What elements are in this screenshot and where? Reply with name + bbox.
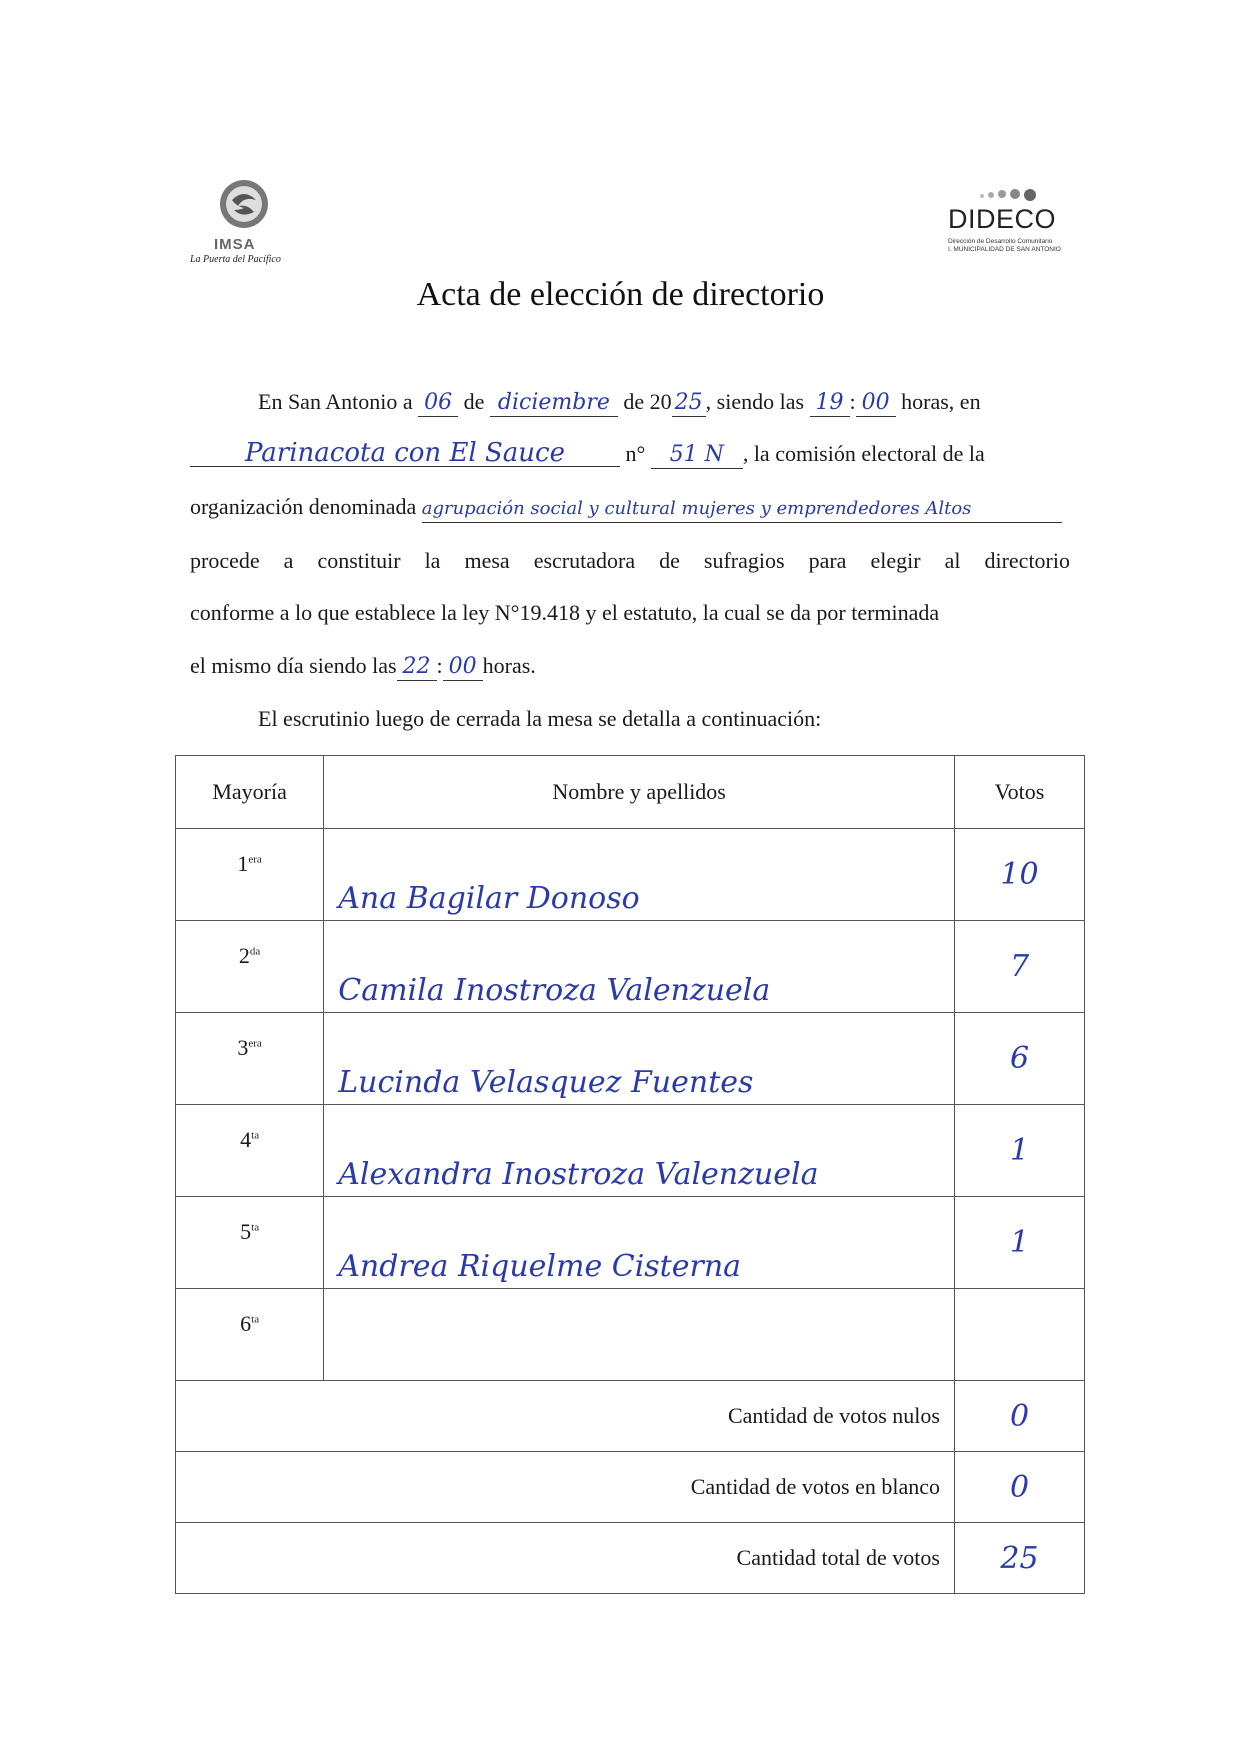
paragraph-line-4: procede a constituir la mesa escrutadora de sufragios para elegir al directorio xyxy=(190,548,1070,573)
rank-number: 1 xyxy=(237,851,249,876)
rank-cell xyxy=(176,921,324,1013)
column-header-name: Nombre y apellidos xyxy=(324,756,955,829)
column-header-rank: Mayoría xyxy=(176,756,324,829)
text: , siendo las xyxy=(705,389,805,414)
votes-table xyxy=(175,755,1085,1594)
null-votes-row xyxy=(176,1381,1085,1452)
paragraph-line-5: conforme a lo que establece la ley N°19.418 y el estatuto, la cual se da por terminada xyxy=(190,600,940,625)
rank-cell xyxy=(176,829,324,921)
text: el mismo día siendo las xyxy=(190,653,397,678)
rank-suffix: da xyxy=(249,945,261,958)
candidate-name: Lucinda Velasquez Fuentes xyxy=(324,1013,955,1105)
rank-number: 2 xyxy=(238,943,250,968)
rank-cell xyxy=(176,1197,324,1289)
dideco-wordmark: DIDECO xyxy=(948,204,1057,234)
candidate-votes xyxy=(954,1289,1084,1381)
table-row xyxy=(176,1013,1085,1105)
rank-suffix: era xyxy=(248,853,262,866)
total-votes-value: 25 xyxy=(954,1523,1084,1594)
rank-suffix: ta xyxy=(251,1313,260,1326)
candidate-votes: 1 xyxy=(954,1197,1084,1289)
null-votes-label: Cantidad de votos nulos xyxy=(176,1381,955,1452)
table-row xyxy=(176,1197,1085,1289)
text: , la comisión electoral de la xyxy=(742,441,985,466)
rank-number: 6 xyxy=(240,1311,252,1336)
column-header-votes: Votos xyxy=(954,756,1084,829)
paragraph-line-2 xyxy=(190,440,1070,469)
table-row xyxy=(176,921,1085,1013)
total-votes-row xyxy=(176,1523,1085,1594)
blank-votes-row xyxy=(176,1452,1085,1523)
candidate-votes: 10 xyxy=(954,829,1084,921)
rank-number: 4 xyxy=(240,1127,252,1152)
month-field: diciembre xyxy=(490,390,618,417)
table-row xyxy=(176,1105,1085,1197)
dideco-logo xyxy=(930,178,1070,258)
dideco-subtitle: Dirección de Desarrollo Comunitario xyxy=(948,238,1053,245)
candidate-votes: 6 xyxy=(954,1013,1084,1105)
rank-suffix: era xyxy=(248,1037,262,1050)
candidate-votes: 1 xyxy=(954,1105,1084,1197)
imsa-wordmark: IMSA xyxy=(214,236,256,253)
start-hour-field: 19 xyxy=(810,390,850,417)
total-votes-label: Cantidad total de votos xyxy=(176,1523,955,1594)
address-number-field: 51 N xyxy=(651,442,743,469)
rank-number: 5 xyxy=(240,1219,252,1244)
null-votes-value: 0 xyxy=(954,1381,1084,1452)
rank-cell xyxy=(176,1013,324,1105)
imsa-logo xyxy=(182,170,312,270)
rank-cell xyxy=(176,1289,324,1381)
candidate-name: Andrea Riquelme Cisterna xyxy=(324,1197,955,1289)
candidate-name: Alexandra Inostroza Valenzuela xyxy=(324,1105,955,1197)
candidate-name xyxy=(324,1289,955,1381)
text: horas, en xyxy=(901,389,981,414)
table-row xyxy=(176,1289,1085,1381)
municipality-seal-icon xyxy=(204,170,284,238)
rank-number: 3 xyxy=(237,1035,249,1060)
table-row xyxy=(176,829,1085,921)
text: horas. xyxy=(482,653,536,678)
table-header-row xyxy=(176,756,1085,829)
paragraph-line-3 xyxy=(190,493,1070,523)
rank-suffix: ta xyxy=(251,1129,260,1142)
rank-cell xyxy=(176,1105,324,1197)
blank-votes-value: 0 xyxy=(954,1452,1084,1523)
candidate-name: Ana Bagilar Donoso xyxy=(324,829,955,921)
imsa-tagline: La Puerta del Pacífico xyxy=(190,254,281,265)
text: n° xyxy=(625,441,646,466)
address-field: Parinacota con El Sauce xyxy=(190,440,620,467)
end-minute-field: 00 xyxy=(443,654,483,681)
paragraph-line-1 xyxy=(258,388,1138,417)
scrutiny-intro: El escrutinio luego de cerrada la mesa se detalla a continuación: xyxy=(258,706,822,731)
text: : xyxy=(849,389,856,414)
text: organización denominada xyxy=(190,494,417,519)
text: de xyxy=(463,389,485,414)
document-title: Acta de elección de directorio xyxy=(416,276,825,313)
organization-name-field: agrupación social y cultural mujeres y emprendedores Altos xyxy=(422,496,1062,523)
blank-votes-label: Cantidad de votos en blanco xyxy=(176,1452,955,1523)
rank-suffix: ta xyxy=(251,1221,260,1234)
day-field: 06 xyxy=(418,390,458,417)
dideco-dots-icon xyxy=(976,184,1046,204)
paragraph-line-6 xyxy=(190,652,1070,681)
text: En San Antonio a xyxy=(258,389,413,414)
text: de 20 xyxy=(623,389,672,414)
year-field: 25 xyxy=(672,390,706,417)
dideco-subtitle-municipality: I. MUNICIPALIDAD DE SAN ANTONIO xyxy=(948,246,1061,253)
end-hour-field: 22 xyxy=(397,654,437,681)
candidate-votes: 7 xyxy=(954,921,1084,1013)
text: : xyxy=(436,653,443,678)
start-minute-field: 00 xyxy=(856,390,896,417)
candidate-name: Camila Inostroza Valenzuela xyxy=(324,921,955,1013)
